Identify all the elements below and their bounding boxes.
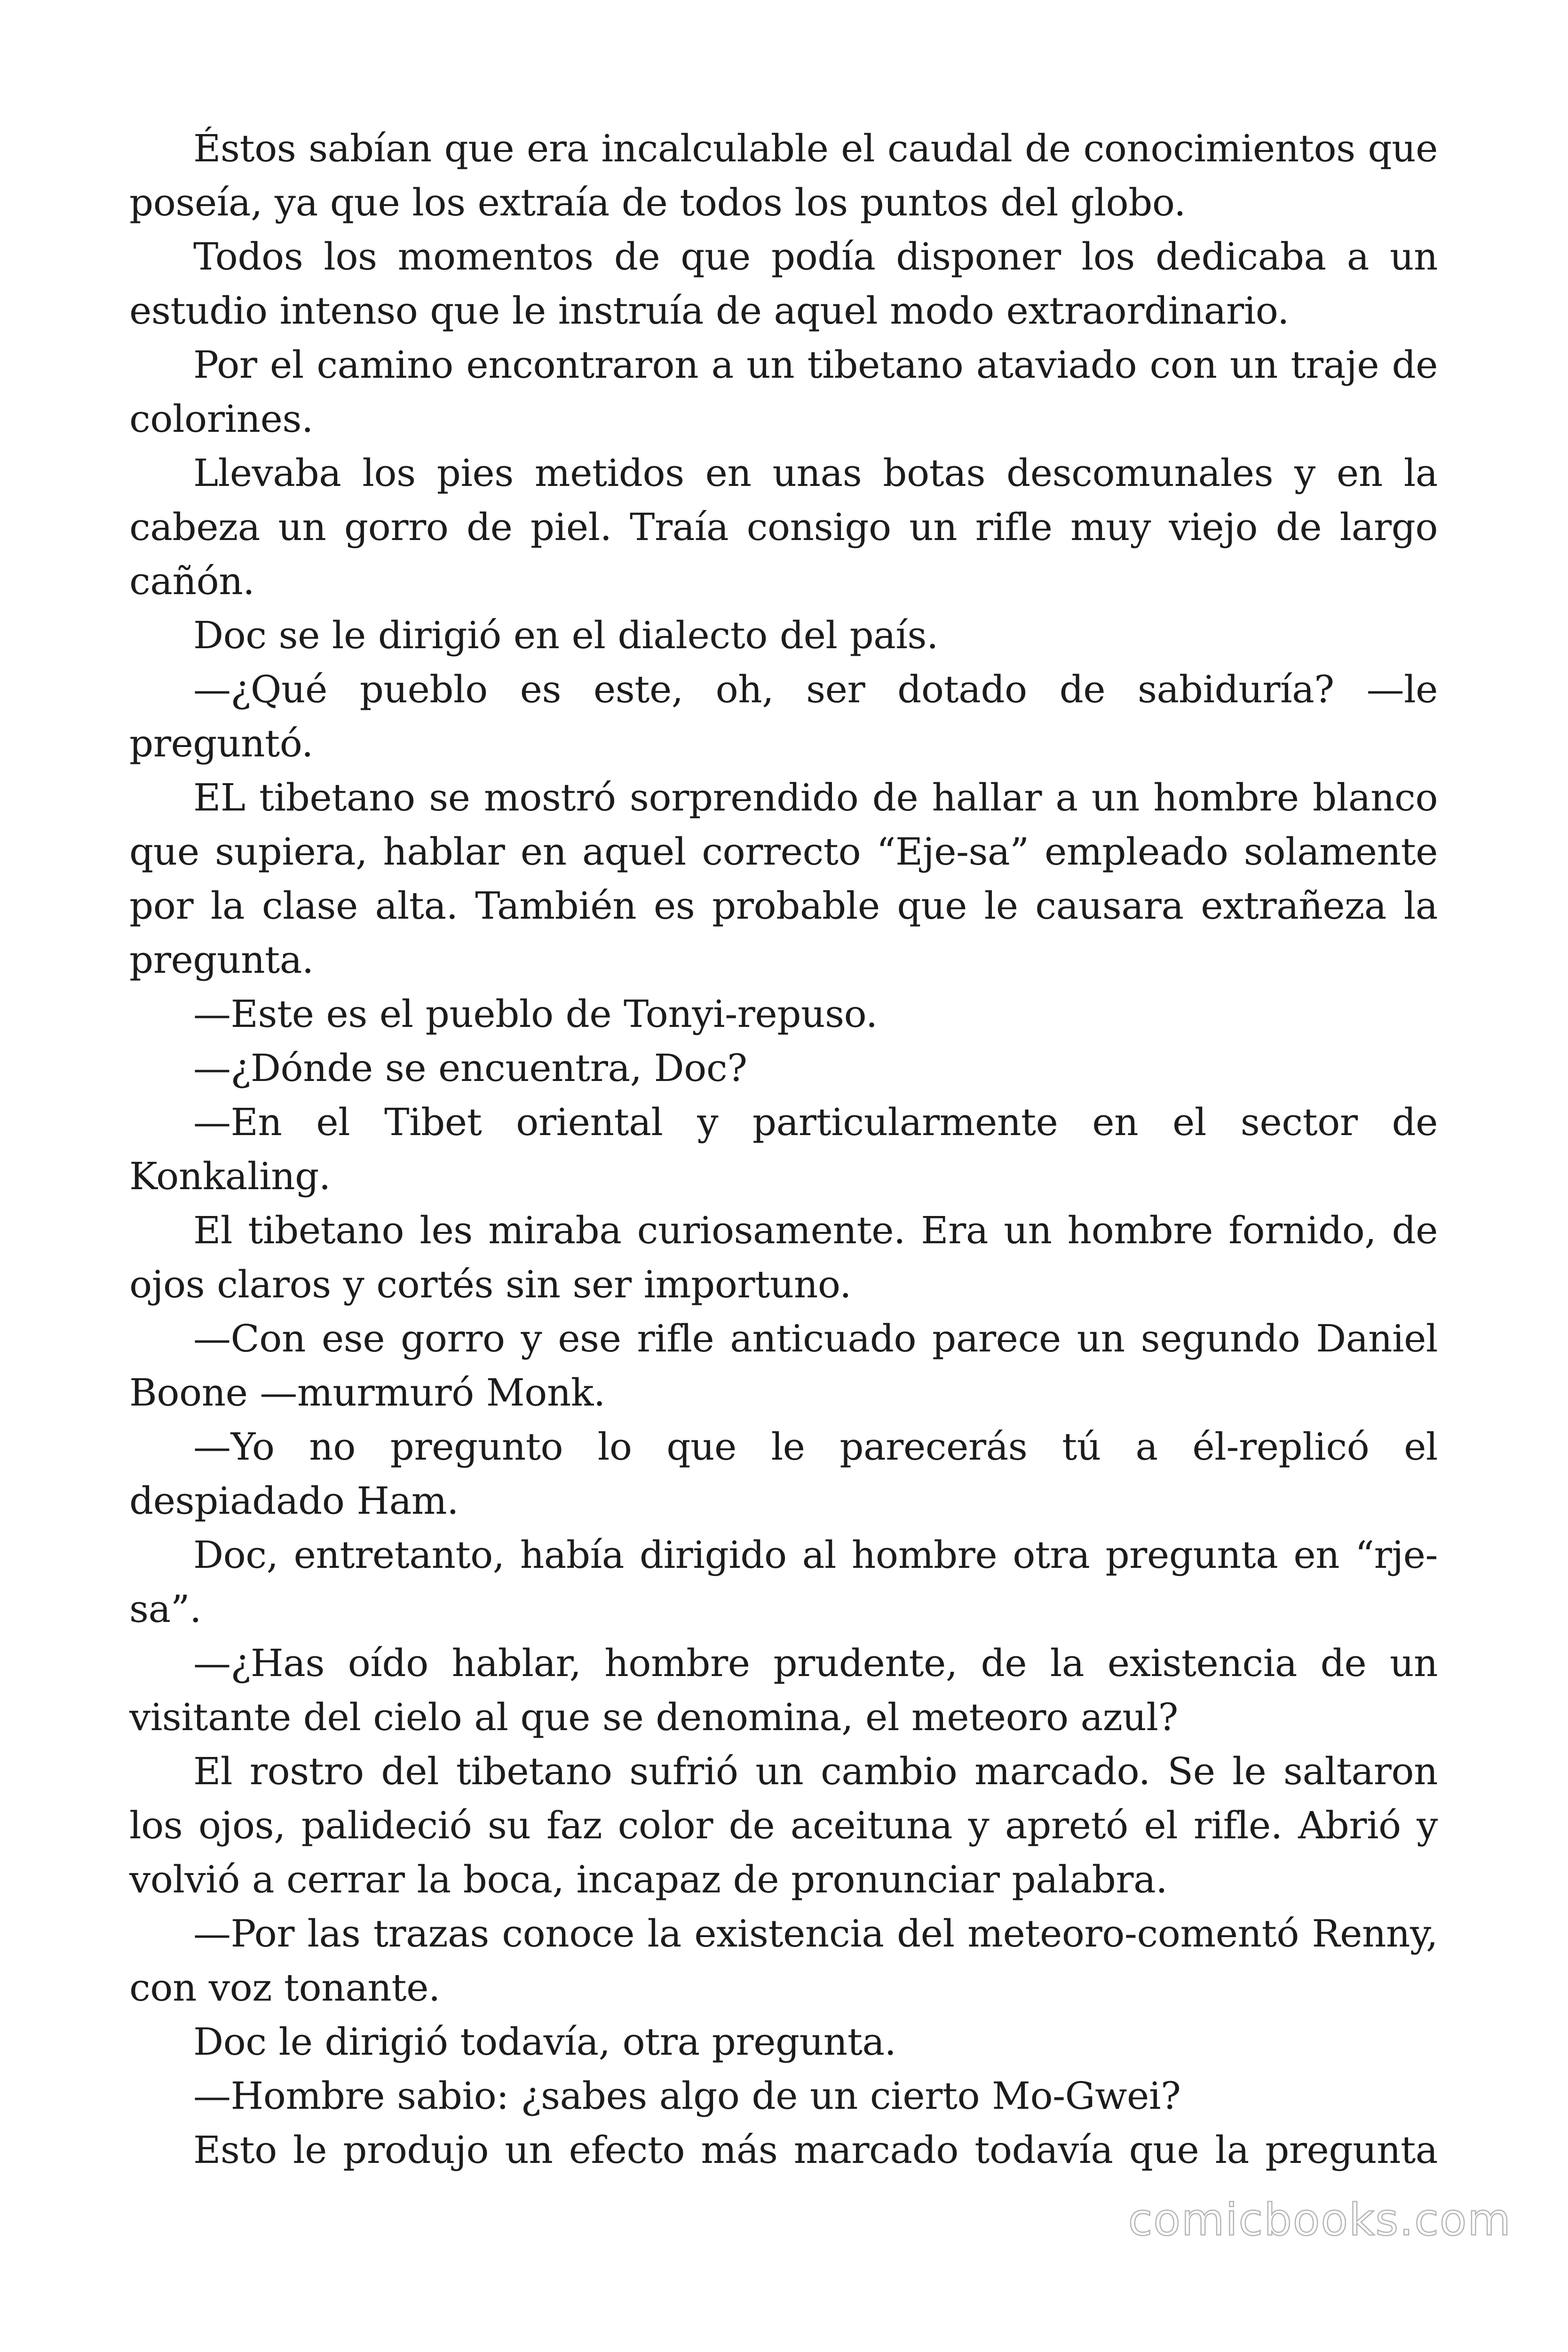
paragraph: Éstos sabían que era incalculable el caudal de conocimientos que poseía, ya que los extraía de todos los puntos del globo. [129,127,1438,224]
paragraph: Por el camino encontraron a un tibetano ataviado con un traje de colorines. [129,343,1438,441]
watermark: comicbooks.com [1128,2194,1512,2246]
paragraph: —¿Qué pueblo es este, oh, ser dotado de sabiduría? —le preguntó. [129,667,1438,765]
paragraph: —En el Tibet oriental y particularmente en el sector de Konkaling. [129,1100,1438,1198]
paragraph: —Con ese gorro y ese rifle anticuado parece un segundo Daniel Boone —murmuró Monk. [129,1317,1438,1414]
paragraph: Doc, entretanto, había dirigido al hombre otra pregunta en “rje-sa”. [129,1533,1438,1631]
paragraph: —¿Dónde se encuentra, Doc? [193,1046,747,1090]
paragraph: —Yo no pregunto lo que le parecerás tú a él-replicó el despiadado Ham. [129,1425,1438,1523]
paragraph: Doc se le dirigió en el dialecto del país. [193,613,938,657]
paragraph: —Este es el pueblo de Tonyi-repuso. [193,992,878,1036]
paragraph: —Por las trazas conoce la existencia del meteoro-comentó Renny, con voz tonante. [129,1912,1438,2010]
paragraph: Todos los momentos de que podía disponer los dedicaba a un estudio intenso que le instruía de aquel modo extraordinario. [129,235,1438,333]
paragraph: Doc le dirigió todavía, otra pregunta. [193,2020,896,2064]
paragraph: EL tibetano se mostró sorprendido de hallar a un hombre blanco que supiera, hablar en aquel correcto “Eje-sa” empleado solamente por la clase alta. También es probable que le causara extrañeza la pregunta. [129,776,1438,982]
paragraph: —¿Has oído hablar, hombre prudente, de la existencia de un visitante del cielo al que se denomina, el meteoro azul? [129,1641,1438,1739]
paragraph-continued: Esto le produjo un efecto más marcado todavía que la pregunta [193,2128,1438,2172]
paragraph: El tibetano les miraba curiosamente. Era un hombre fornido, de ojos claros y cortés sin ser importuno. [129,1208,1438,1306]
paragraph: El rostro del tibetano sufrió un cambio marcado. Se le saltaron los ojos, palideció su faz color de aceituna y apretó el rifle. Abrió y volvió a cerrar la boca, incapaz de pronunciar palabra. [129,1749,1438,1901]
book-page-text [129,121,1438,2177]
paragraph: Llevaba los pies metidos en unas botas descomunales y en la cabeza un gorro de piel. Traía consigo un rifle muy viejo de largo cañón. [129,451,1438,603]
paragraph: —Hombre sabio: ¿sabes algo de un cierto Mo-Gwei? [193,2074,1181,2118]
